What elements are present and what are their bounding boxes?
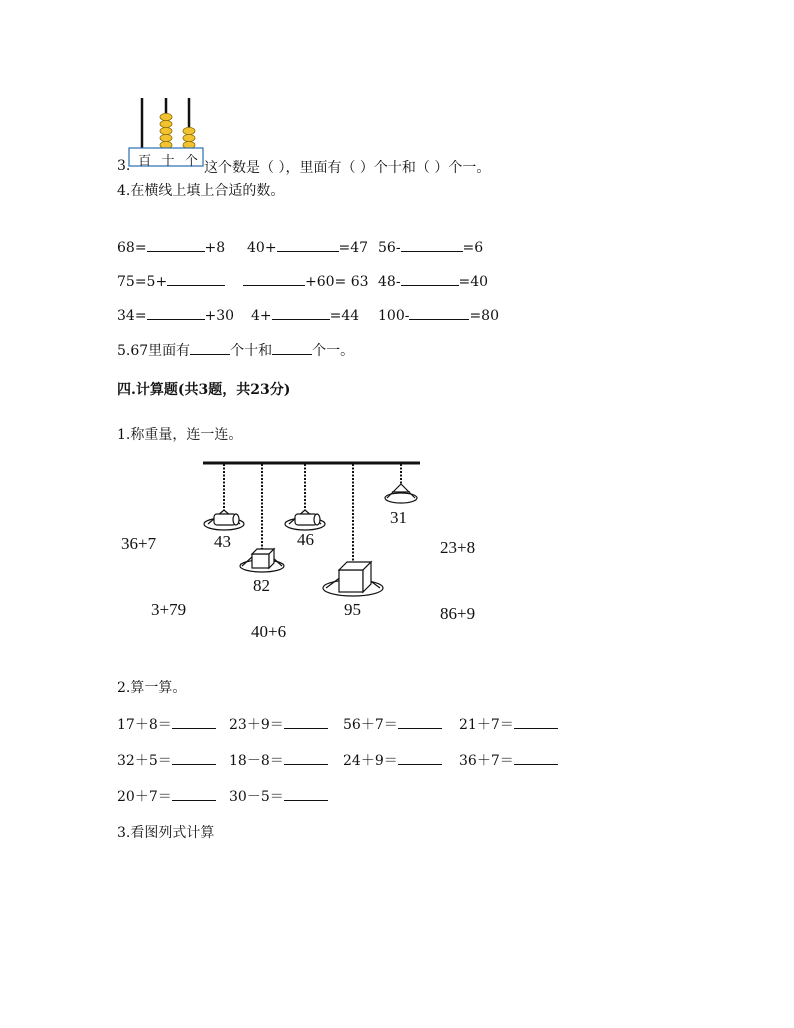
q4-r2-c3: 48- =40 bbox=[378, 271, 488, 290]
q4-title: 4.在横线上填上合适的数。 bbox=[117, 183, 285, 199]
answer-blank[interactable] bbox=[398, 714, 442, 729]
q4-r1-c1: 68= +8 bbox=[117, 237, 225, 256]
answer-blank[interactable] bbox=[172, 714, 216, 729]
abacus-label-tens: 十 bbox=[161, 154, 175, 169]
fill-blank[interactable] bbox=[272, 340, 312, 355]
answer-blank[interactable] bbox=[284, 786, 328, 801]
expression[interactable]: 3+79 bbox=[151, 600, 187, 619]
fill-blank[interactable] bbox=[409, 305, 469, 320]
fill-blank[interactable] bbox=[190, 340, 230, 355]
q3-number: 3. bbox=[117, 158, 131, 174]
fill-blank[interactable] bbox=[401, 237, 463, 252]
fill-blank[interactable] bbox=[401, 271, 459, 286]
fill-blank[interactable] bbox=[167, 271, 225, 286]
scale-figure bbox=[200, 458, 425, 619]
q3-text: 这个数是（ ），里面有（ ）个十和（ ）个一。 bbox=[204, 160, 491, 176]
p1-title: 1.称重量，连一连。 bbox=[117, 427, 243, 443]
answer-blank[interactable] bbox=[514, 750, 558, 765]
q4-r3-c2: 4+ =44 bbox=[251, 305, 359, 324]
expression[interactable]: 86+9 bbox=[440, 604, 476, 623]
ten-beads bbox=[160, 113, 172, 148]
answer-blank[interactable] bbox=[172, 750, 216, 765]
q4-r3-c1: 34= +30 bbox=[117, 305, 234, 324]
fill-blank[interactable] bbox=[243, 271, 305, 286]
answer-blank[interactable] bbox=[398, 750, 442, 765]
answer-blank[interactable] bbox=[172, 786, 216, 801]
q4-r1-c3: 56- =6 bbox=[378, 237, 483, 256]
weight-label: 95 bbox=[344, 600, 361, 619]
answer-blank[interactable] bbox=[284, 750, 328, 765]
expression[interactable]: 36+7 bbox=[121, 534, 157, 553]
fill-blank[interactable] bbox=[147, 305, 205, 320]
fill-blank[interactable] bbox=[272, 305, 330, 320]
q4-r2-c1: 75=5+ bbox=[117, 271, 225, 290]
answer-blank[interactable] bbox=[284, 714, 328, 729]
q5: 5.67里面有 个十和 个一。 bbox=[117, 340, 354, 360]
weight-label: 43 bbox=[214, 532, 231, 551]
abacus-figure bbox=[127, 96, 205, 168]
p2-title: 2.算一算。 bbox=[117, 680, 187, 696]
q4-r3-c3: 100- =80 bbox=[378, 305, 499, 324]
abacus-label-hundreds: 百 bbox=[138, 154, 152, 169]
abacus-label-ones: 个 bbox=[184, 154, 198, 169]
expression[interactable]: 40+6 bbox=[251, 622, 287, 641]
fill-blank[interactable] bbox=[277, 237, 339, 252]
answer-blank[interactable] bbox=[514, 714, 558, 729]
q4-r2-c2: +60= 63 bbox=[243, 271, 369, 290]
weight-label: 46 bbox=[297, 530, 314, 549]
weight-label: 82 bbox=[253, 576, 270, 595]
q4-r1-c2: 40+ =47 bbox=[247, 237, 368, 256]
one-beads bbox=[183, 127, 195, 148]
expression[interactable]: 23+8 bbox=[440, 538, 476, 557]
p3-title: 3.看图列式计算 bbox=[117, 825, 215, 841]
section-heading: 四.计算题(共3题，共23分) bbox=[117, 382, 291, 398]
fill-blank[interactable] bbox=[147, 237, 205, 252]
weight-label: 31 bbox=[390, 508, 407, 527]
